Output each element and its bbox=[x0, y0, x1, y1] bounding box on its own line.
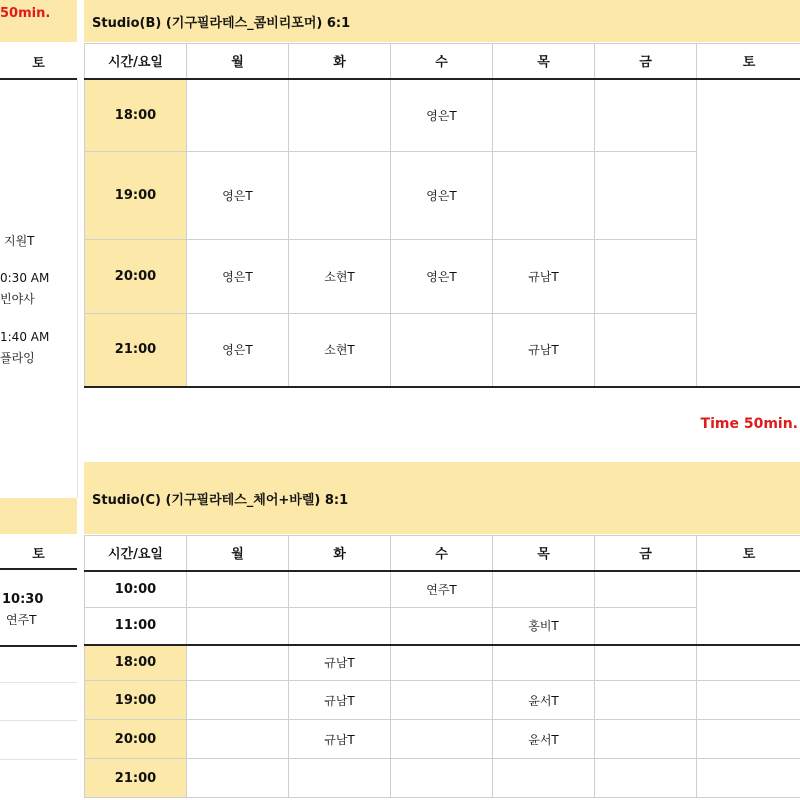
studio-b-header-sat: 토 bbox=[697, 44, 800, 79]
studio-b-cell bbox=[391, 314, 493, 387]
left-hline-1 bbox=[0, 645, 77, 647]
studio-c-cell bbox=[391, 759, 493, 798]
studio-b-cell bbox=[595, 79, 697, 152]
left-day-header-top bbox=[0, 44, 77, 80]
left-banner-top bbox=[0, 0, 77, 42]
studio-b-cell: 영은T bbox=[187, 314, 289, 387]
left-item-7: 연주T bbox=[6, 613, 37, 627]
studio-c-cell bbox=[595, 759, 697, 798]
studio-c-header-thu: 목 bbox=[493, 536, 595, 571]
studio-b-cell: 영은T bbox=[391, 152, 493, 240]
studio-b-cell bbox=[595, 240, 697, 314]
studio-b-header-wed: 수 bbox=[391, 44, 493, 79]
studio-b-cell: 영은T bbox=[187, 152, 289, 240]
studio-c-cell bbox=[391, 720, 493, 759]
studio-c-header-time: 시간/요일 bbox=[85, 536, 187, 571]
left-vline bbox=[77, 78, 78, 498]
studio-c-cell bbox=[187, 720, 289, 759]
studio-c-cell bbox=[595, 720, 697, 759]
studio-c-cell-sat bbox=[697, 645, 800, 681]
studio-c-cell bbox=[187, 608, 289, 645]
studio-b-time-cell: 18:00 bbox=[85, 79, 187, 152]
studio-b-cell: 영은T bbox=[391, 240, 493, 314]
left-banner-bottom bbox=[0, 498, 77, 534]
studio-c-cell: 윤서T bbox=[493, 720, 595, 759]
studio-c-time-cell: 18:00 bbox=[85, 645, 187, 681]
studio-b-header-time: 시간/요일 bbox=[85, 44, 187, 79]
studio-c-cell bbox=[289, 759, 391, 798]
studio-b-cell bbox=[493, 79, 595, 152]
studio-c-cell-sat bbox=[697, 759, 800, 798]
left-item-2: 0:30 AM bbox=[0, 271, 50, 285]
studio-c-time-cell: 10:00 bbox=[85, 571, 187, 608]
studio-c-cell-sat bbox=[697, 571, 800, 645]
studio-c-table bbox=[84, 535, 800, 798]
studio-b-time-note: Time 50min. bbox=[700, 416, 798, 432]
studio-c-cell bbox=[289, 608, 391, 645]
studio-c-header-wed: 수 bbox=[391, 536, 493, 571]
studio-c-cell-sat bbox=[697, 720, 800, 759]
studio-c-cell bbox=[187, 681, 289, 720]
studio-b-cell bbox=[187, 79, 289, 152]
studio-b-header-tue: 화 bbox=[289, 44, 391, 79]
studio-b-title: Studio(B) (기구필라테스_콤비리포머) 6:1 bbox=[92, 15, 351, 31]
left-item-1: 지원T bbox=[4, 234, 35, 248]
studio-b-cell bbox=[595, 152, 697, 240]
left-day-header-bottom bbox=[0, 536, 77, 570]
studio-c-cell bbox=[187, 645, 289, 681]
studio-c-banner bbox=[84, 462, 800, 534]
studio-c-header-fri: 금 bbox=[595, 536, 697, 571]
studio-b-cell bbox=[595, 314, 697, 387]
studio-c-cell bbox=[289, 571, 391, 608]
studio-c-cell bbox=[187, 571, 289, 608]
studio-c-cell bbox=[595, 571, 697, 608]
studio-b-cell: 영은T bbox=[391, 79, 493, 152]
studio-c-time-cell: 19:00 bbox=[85, 681, 187, 720]
studio-c-cell bbox=[493, 759, 595, 798]
studio-b-time-cell: 19:00 bbox=[85, 152, 187, 240]
left-hline-2 bbox=[0, 682, 77, 683]
studio-c-cell bbox=[391, 608, 493, 645]
studio-c-time-cell: 21:00 bbox=[85, 759, 187, 798]
studio-c-cell bbox=[595, 608, 697, 645]
studio-c-header-mon: 월 bbox=[187, 536, 289, 571]
studio-c-cell: 규남T bbox=[289, 645, 391, 681]
studio-b-header-thu: 목 bbox=[493, 44, 595, 79]
studio-c-cell bbox=[493, 645, 595, 681]
studio-c-cell: 규남T bbox=[289, 720, 391, 759]
studio-c-cell bbox=[391, 681, 493, 720]
studio-b-time-cell: 20:00 bbox=[85, 240, 187, 314]
studio-c-cell: 규남T bbox=[289, 681, 391, 720]
studio-c-cell-sat bbox=[697, 681, 800, 720]
studio-b-cell bbox=[289, 79, 391, 152]
studio-b-header-mon: 월 bbox=[187, 44, 289, 79]
left-time-note: 50min. bbox=[0, 6, 51, 21]
studio-c-cell bbox=[595, 681, 697, 720]
studio-b-cell: 영은T bbox=[187, 240, 289, 314]
studio-b-cell: 규남T bbox=[493, 314, 595, 387]
studio-c-time-cell: 20:00 bbox=[85, 720, 187, 759]
studio-b-time-cell: 21:00 bbox=[85, 314, 187, 387]
studio-c-time-cell: 11:00 bbox=[85, 608, 187, 645]
studio-b-cell bbox=[289, 152, 391, 240]
studio-b-cell: 소현T bbox=[289, 240, 391, 314]
studio-b-banner bbox=[84, 0, 800, 42]
studio-b-table bbox=[84, 43, 800, 388]
studio-c-cell: 윤서T bbox=[493, 681, 595, 720]
left-hline-4 bbox=[0, 759, 77, 760]
studio-c-cell bbox=[391, 645, 493, 681]
studio-c-cell bbox=[595, 645, 697, 681]
studio-c-header-sat: 토 bbox=[697, 536, 800, 571]
studio-b-cell bbox=[493, 152, 595, 240]
left-item-6: 10:30 bbox=[2, 592, 44, 607]
studio-b-cell: 규남T bbox=[493, 240, 595, 314]
studio-c-cell bbox=[187, 759, 289, 798]
studio-c-cell bbox=[493, 571, 595, 608]
left-hline-3 bbox=[0, 720, 77, 721]
left-item-4: 1:40 AM bbox=[0, 330, 50, 344]
left-day-label-bottom: 토 bbox=[32, 546, 45, 562]
studio-b-cell-sat bbox=[697, 79, 800, 387]
studio-c-cell: 홍비T bbox=[493, 608, 595, 645]
left-day-label: 토 bbox=[32, 55, 45, 71]
studio-c-cell: 연주T bbox=[391, 571, 493, 608]
studio-c-title: Studio(C) (기구필라테스_체어+바렐) 8:1 bbox=[92, 492, 349, 508]
studio-b-cell: 소현T bbox=[289, 314, 391, 387]
studio-c-header-tue: 화 bbox=[289, 536, 391, 571]
left-item-5: 플라잉 bbox=[0, 351, 35, 365]
studio-b-header-fri: 금 bbox=[595, 44, 697, 79]
left-item-3: 빈야사 bbox=[0, 292, 35, 306]
